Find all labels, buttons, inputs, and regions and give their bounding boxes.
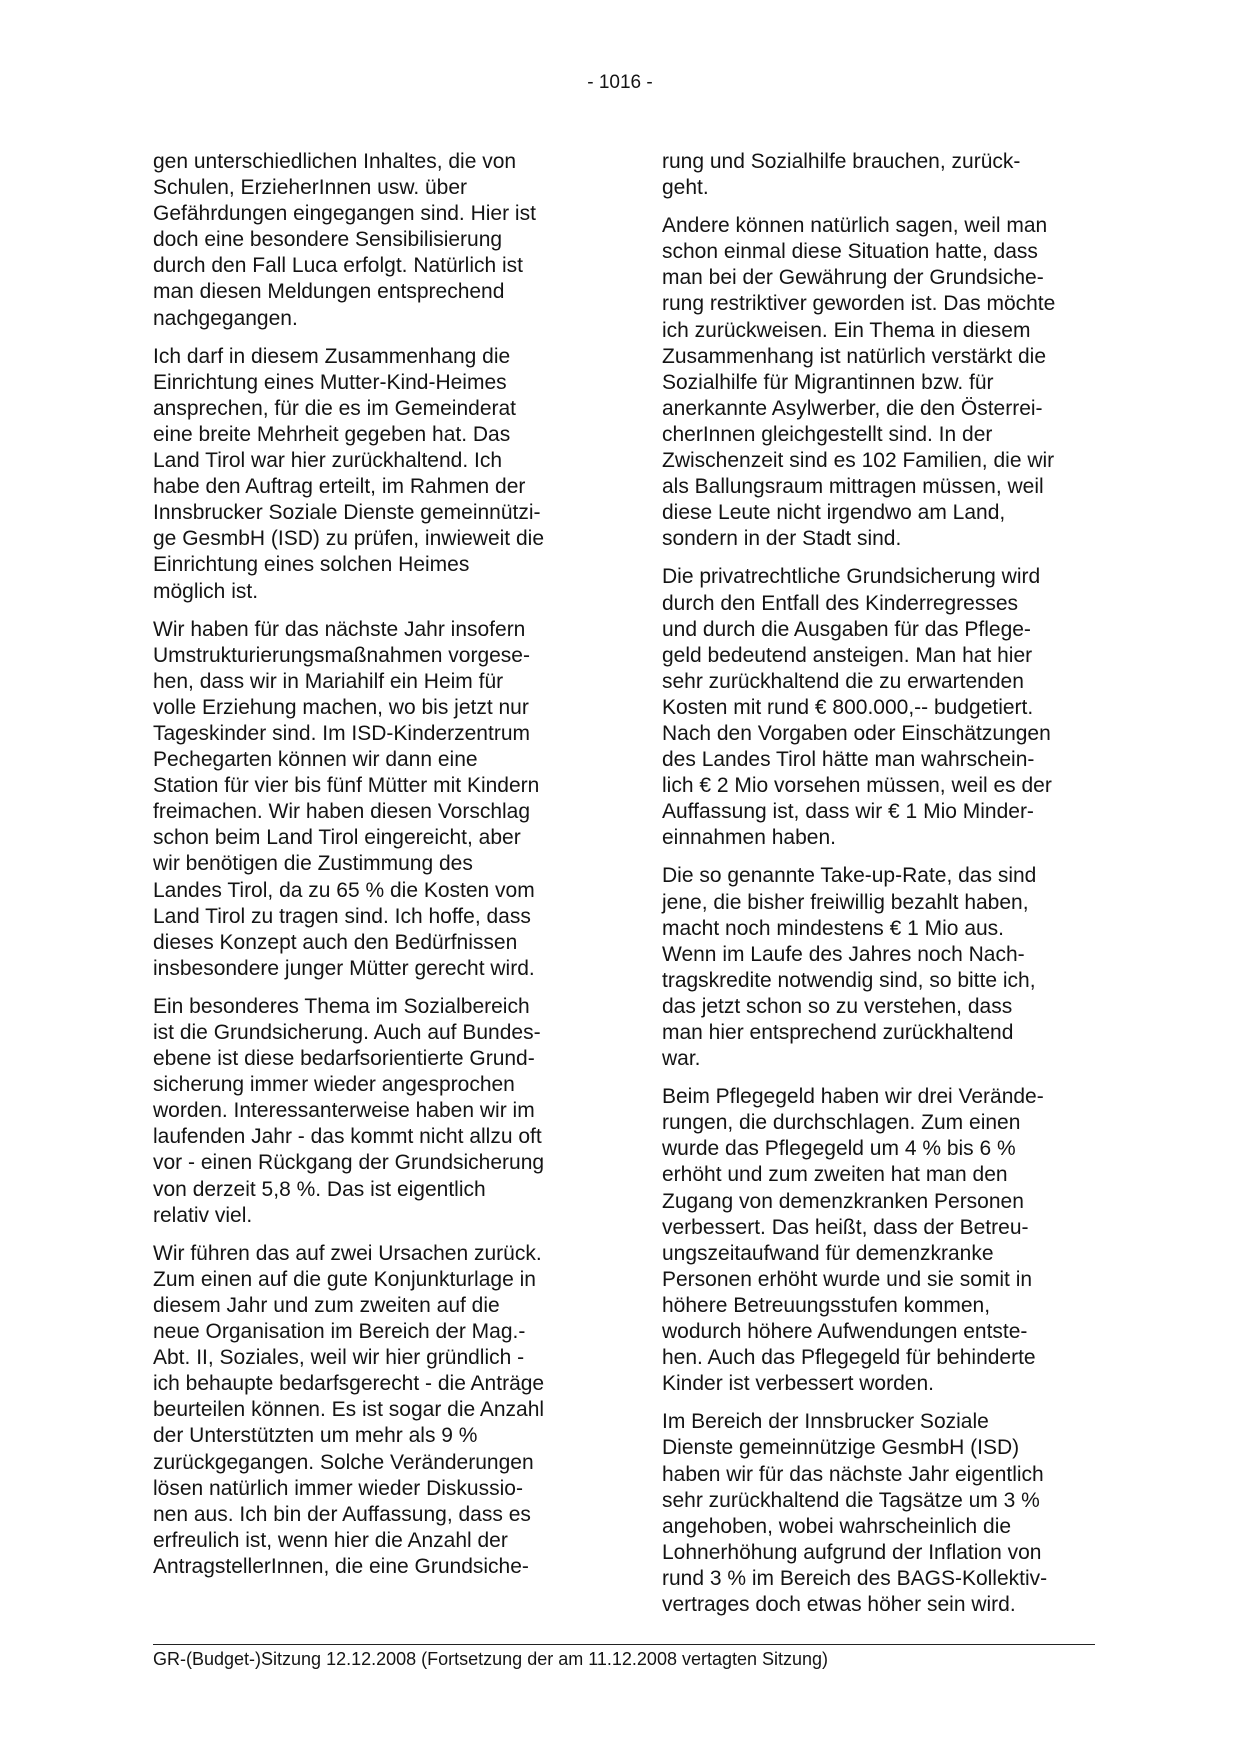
footer-divider [153,1644,1095,1645]
page-footer: GR-(Budget-)Sitzung 12.12.2008 (Fortsetzung der am 11.12.2008 vertagten Sitzung) [153,1649,829,1669]
paragraph: Die privatrechtliche Grundsicherung wird durch den Entfall des Kinderregresses und durch die Ausgaben für das Pflege- geld bedeutend ansteigen. Man hat hier sehr zurückhaltend die zu erwartenden Kosten mit rund € 800.000,-- budgetiert. Nach den Vorgaben oder Einschätzungen des Landes Tirol hätte man wahrschein- lich € 2 Mio vorsehen müssen, weil es der Auffassung ist, dass wir € 1 Mio Minder- einnahmen haben. [662,565,1052,850]
paragraph: Im Bereich der Innsbrucker Soziale Dienste gemeinnützige GesmbH (ISD) haben wir für das nächste Jahr eigentlich sehr zurückhaltend die Tagsätze um 3 % angehoben, wobei wahrscheinlich die Lohnerhöhung aufgrund der Inflation von rund 3 % im Bereich des BAGS-Kollektiv- vertrages doch etwas höher sein wird. [662,1410,1048,1616]
page-number: - 1016 - [587,72,653,93]
paragraph: Ich darf in diesem Zusammenhang die Einrichtung eines Mutter-Kind-Heimes ansprechen, für die es im Gemeinderat eine breite Mehrheit gegeben hat. Das Land Tirol war hier zurückhaltend. Ich habe den Auftrag erteilt, im Rahmen der Innsbrucker Soziale Dienste gemeinnützi- ge GesmbH (ISD) zu prüfen, inwieweit die Einrichtung eines solchen Heimes möglich ist. [153,344,544,603]
left-column [153,149,593,1592]
paragraph: Wir haben für das nächste Jahr insofern Umstrukturierungsmaßnahmen vorgese- hen, dass wir in Mariahilf ein Heim für volle Erziehung machen, wo bis jetzt nur Tageskinder sind. Im ISD-Kinderzentrum Pechegarten können wir dann eine Station für vier bis fünf Mütter mit Kindern freimachen. Wir haben diesen Vorschlag schon beim Land Tirol eingereicht, aber wir benötigen die Zustimmung des Landes Tirol, da zu 65 % die Kosten vom Land Tirol zu tragen sind. Ich hoffe, dass dieses Konzept auch den Bedürfnissen insbesondere junger Mütter gerecht wird. [153,617,540,980]
paragraph: gen unterschiedlichen Inhaltes, die von Schulen, ErzieherInnen usw. über Gefährdungen eingegangen sind. Hier ist doch eine besondere Sensibilisierung durch den Fall Luca erfolgt. Natürlich ist man diesen Meldungen entsprechend nachgegangen. [153,150,536,330]
paragraph: Beim Pflegegeld haben wir drei Verände- rungen, die durchschlagen. Zum einen wurde das Pflegegeld um 4 % bis 6 % erhöht und zum zweiten hat man den Zugang von demenzkranken Personen verbessert. Das heißt, dass der Betreu- ungszeitaufwand für demenzkranke Personen erhöht wurde und sie somit in höhere Betreuungsstufen kommen, wodurch höhere Aufwendungen entste- hen. Auch das Pflegegeld für behinderte Kinder ist verbessert worden. [662,1085,1044,1396]
paragraph: Ein besonderes Thema im Sozialbereich ist die Grundsicherung. Auch auf Bundes- ebene ist diese bedarfsorientierte Grund- sicherung immer wieder angesprochen worden. Interessanterweise haben wir im laufenden Jahr - das kommt nicht allzu oft vor - einen Rückgang der Grundsicherung von derzeit 5,8 %. Das ist eigentlich relativ viel. [153,994,545,1227]
right-column [662,149,1102,1630]
paragraph: Andere können natürlich sagen, weil man schon einmal diese Situation hatte, dass man bei der Gewährung der Grundsiche- rung restriktiver geworden ist. Das möchte ich zurückweisen. Ein Thema in diesem Zusammenhang ist natürlich verstärkt die Sozialhilfe für Migrantinnen bzw. für anerkannte Asylwerber, die den Österrei- cherInnen gleichgestellt sind. In der Zwischenzeit sind es 102 Familien, die wir als Ballungsraum mittragen müssen, weil diese Leute nicht irgendwo am Land, sondern in der Stadt sind. [662,214,1056,551]
paragraph: rung und Sozialhilfe brauchen, zurück- geht. [662,150,1021,200]
paragraph: Die so genannte Take-up-Rate, das sind jene, die bisher freiwillig bezahlt haben, macht noch mindestens € 1 Mio aus. Wenn im Laufe des Jahres noch Nach- tragskredite notwendig sind, so bitte ich, das jetzt schon so zu verstehen, dass man hier entsprechend zurückhaltend war. [662,864,1037,1071]
paragraph: Wir führen das auf zwei Ursachen zurück. Zum einen auf die gute Konjunkturlage in diesem Jahr und zum zweiten auf die neue Organisation im Bereich der Mag.- Abt. II, Soziales, weil wir hier gründlich - ich behaupte bedarfsgerecht - die Anträge beurteilen können. Es ist sogar die Anzahl der Unterstützten um mehr als 9 % zurückgegangen. Solche Veränderungen lösen natürlich immer wieder Diskussio- nen aus. Ich bin der Auffassung, dass es erfreulich ist, wenn hier die Anzahl der AntragstellerInnen, die eine Grundsiche- [153,1241,545,1578]
